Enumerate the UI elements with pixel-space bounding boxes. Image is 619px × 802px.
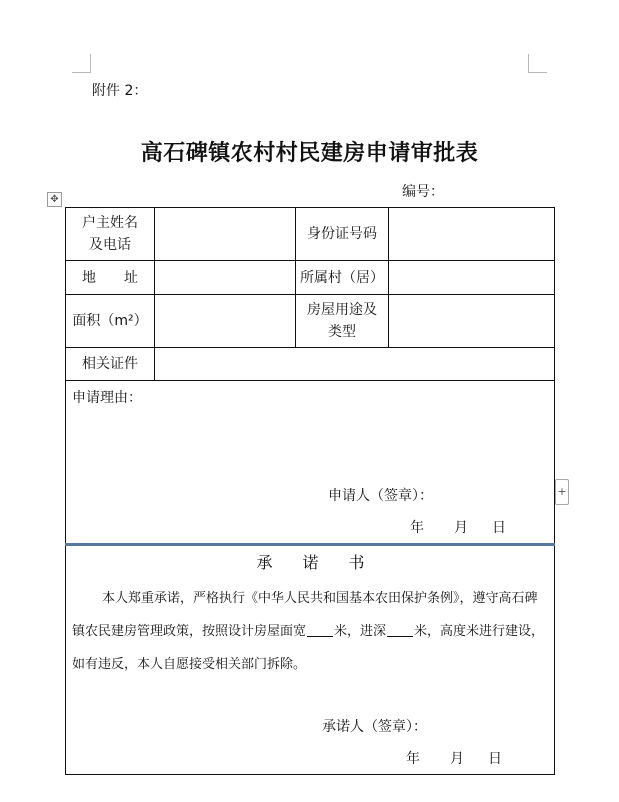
village-label: 所属村（居） [296, 261, 389, 295]
pledge-title-char2: 诺 [302, 553, 319, 572]
area-input-cell[interactable] [155, 295, 296, 348]
pledge-title [66, 552, 555, 574]
address-input-cell[interactable] [155, 261, 296, 295]
id-number-input-cell[interactable] [389, 208, 555, 261]
area-label: 面积（m²） [66, 295, 155, 348]
table-row [66, 381, 555, 545]
date-year: 年 [410, 520, 424, 536]
village-input-cell[interactable] [389, 261, 555, 295]
table-row [66, 261, 555, 295]
pledge-cell [66, 545, 555, 775]
usage-label-line1: 房屋用途及 [307, 302, 377, 318]
page-corner-mark-left [72, 54, 91, 73]
pledge-text-part3: 米，高度米进行建设，如有违反，本人自愿接受相关部门拆除。 [72, 624, 545, 672]
applicant-signature-label: 申请人（签章）： [328, 488, 433, 504]
reason-label: 申请理由： [72, 390, 142, 406]
pledge-date [406, 748, 502, 770]
date-month: 月 [450, 751, 464, 767]
date-day: 日 [488, 751, 502, 767]
pledger-signature-label: 承诺人（签章）： [322, 719, 427, 735]
pledge-title-char1: 承 [256, 553, 273, 572]
add-row-handle-icon[interactable]: + [555, 479, 569, 505]
owner-name-label-cell [66, 208, 155, 261]
usage-label-cell [296, 295, 389, 348]
pledge-text-part1: 本人郑重承诺，严格执行《中华人民共和国基本农田保护条例》，遵守高石碑镇农民建房管理政策，按照设计房屋面宽 [72, 591, 538, 639]
application-date [410, 517, 506, 539]
serial-number-label: 编号： [402, 184, 444, 200]
table-row [66, 545, 555, 775]
certificates-input-cell[interactable] [155, 348, 555, 381]
attachment-label: 附件 2： [92, 83, 148, 99]
width-blank[interactable] [307, 622, 333, 637]
address-label-char1: 地 [82, 269, 96, 286]
address-label-char2: 址 [124, 269, 138, 286]
document-title: 高石碑镇农村村民建房申请审批表 [140, 140, 479, 166]
certificates-label: 相关证件 [66, 348, 155, 381]
table-row [66, 208, 555, 261]
table-row [66, 348, 555, 381]
owner-name-input-cell[interactable] [155, 208, 296, 261]
owner-label-line2: 及电话 [89, 237, 131, 253]
date-day: 日 [492, 520, 506, 536]
id-number-label: 身份证号码 [296, 208, 389, 261]
date-year: 年 [406, 751, 420, 767]
table-row [66, 295, 555, 348]
date-month: 月 [454, 520, 468, 536]
table-move-handle-icon[interactable]: ✥ [47, 192, 62, 207]
pledge-text [72, 582, 550, 681]
application-form-table [65, 207, 555, 775]
pledge-title-char3: 书 [348, 553, 365, 572]
owner-label-line1: 户主姓名 [82, 215, 138, 231]
address-label-cell [66, 261, 155, 295]
application-reason-cell[interactable] [66, 381, 555, 545]
pledge-text-part2: 米，进深 [334, 624, 387, 639]
depth-blank[interactable] [387, 622, 413, 637]
page-corner-mark-right [528, 54, 547, 73]
usage-label-line2: 类型 [328, 324, 356, 340]
usage-input-cell[interactable] [389, 295, 555, 348]
